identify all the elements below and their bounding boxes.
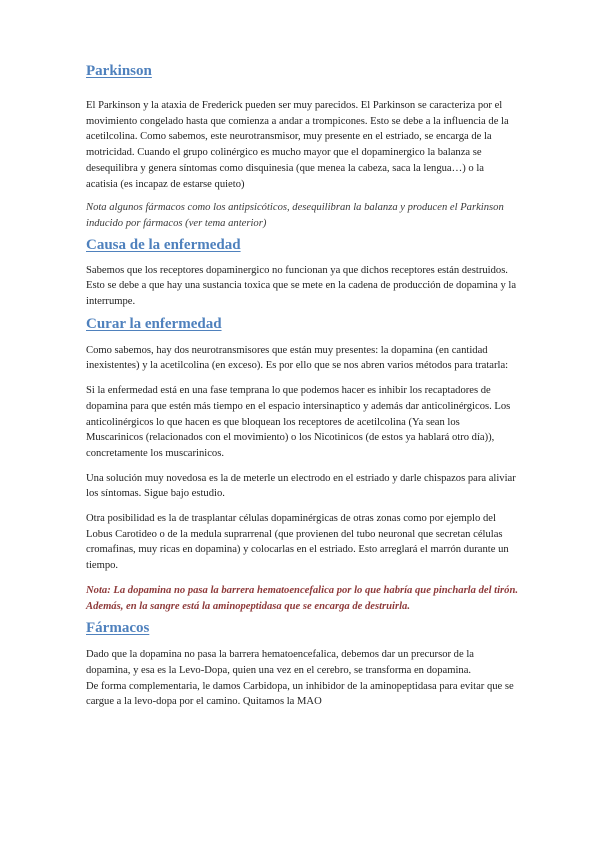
- note-parkinson-drugs: Nota algunos fármacos como los antipsicóticos, desequilibran la balanza y producen el Parkinson inducido por fármacos (ver tema anterior): [86, 202, 504, 229]
- document-page: [86, 62, 518, 710]
- note-dopamine-barrier: Nota: La dopamina no pasa la barrera hematoencefalica por lo que habría que pincharla del tirón. Además, en la sangre está la aminopeptidasa que se encarga de destruirla.: [86, 584, 519, 612]
- paragraph-causa: Sabemos que los receptores dopaminergico no funcionan ya que dichos receptores están destruidos. Esto se debe a que hay una sustancia toxica que se mete en la cadena de producción de dopamina y la interrumpe.: [86, 264, 517, 308]
- paragraph-farmacos-carbidopa: De forma complementaria, le damos Carbidopa, un inhibidor de la aminopeptidasa para evitar que se cargue a la levo-dopa por el camino. Quitamos la MAO: [86, 680, 514, 708]
- heading-parkinson: Parkinson: [86, 63, 152, 79]
- paragraph-curar-transplant: Otra posibilidad es la de trasplantar células dopaminérgicas de otras zonas como por ejemplo del Lobus Carotideo o de la medula suprarrenal (que provienen del tubo neuronal que secretan células cromafinas, muy ricas en dopamina) y colocarlas en el estriado. Esto arreglará el marrón durante un tiempo.: [86, 513, 509, 572]
- paragraph-farmacos-levodopa: Dado que la dopamina no pasa la barrera hematoencefalica, debemos dar un precursor de la dopamina, y esa es la Levo-Dopa, quien una vez en el cerebro, se transforma en dopamina.: [86, 649, 474, 676]
- heading-causa: Causa de la enfermedad: [86, 236, 241, 253]
- heading-curar: Curar la enfermedad: [86, 315, 222, 332]
- heading-farmacos: Fármacos: [86, 620, 150, 637]
- paragraph-parkinson-intro: El Parkinson y la ataxia de Frederick pueden ser muy parecidos. El Parkinson se caracteriza por el movimiento congelado hasta que comienza a andar a trompicones. Esto se debe a la influencia de la acetilcolina. Como sabemos, este neurotransmisor, muy presente en el estriado, se encarga de la motricidad. Cuando el grupo colinérgico es mucho mayor que el dopaminergico la balanza se desequilibra y genera síntomas como disquinesia (que menea la cabeza, saca la lengua…) o la acatisia (es incapaz de estarse quieto): [86, 100, 509, 190]
- paragraph-curar-early: Si la enfermedad está en una fase temprana lo que podemos hacer es inhibir los recaptadores de dopamina para que estén más tiempo en el espacio intersinaptico y además dar anticolinérgicos. Los anticolinérgicos lo que hacen es que bloquean los receptores de acetilcolina (Ya sean los Muscarinicos (relacionados con el movimiento) o los Nicotinicos (de estos ya hablará otro día)), concretamente los muscarinicos.: [86, 385, 511, 459]
- paragraph-curar-electrode: Una solución muy novedosa es la de meterle un electrodo en el estriado y darle chispazos para aliviar los síntomas. Sigue bajo estudio.: [86, 472, 516, 500]
- paragraph-curar-intro: Como sabemos, hay dos neurotransmisores que están muy presentes: la dopamina (en cantidad inexistentes) y la acetilcolina (en exceso). Es por ello que se nos abren varios métodos para tratarla:: [86, 344, 509, 372]
